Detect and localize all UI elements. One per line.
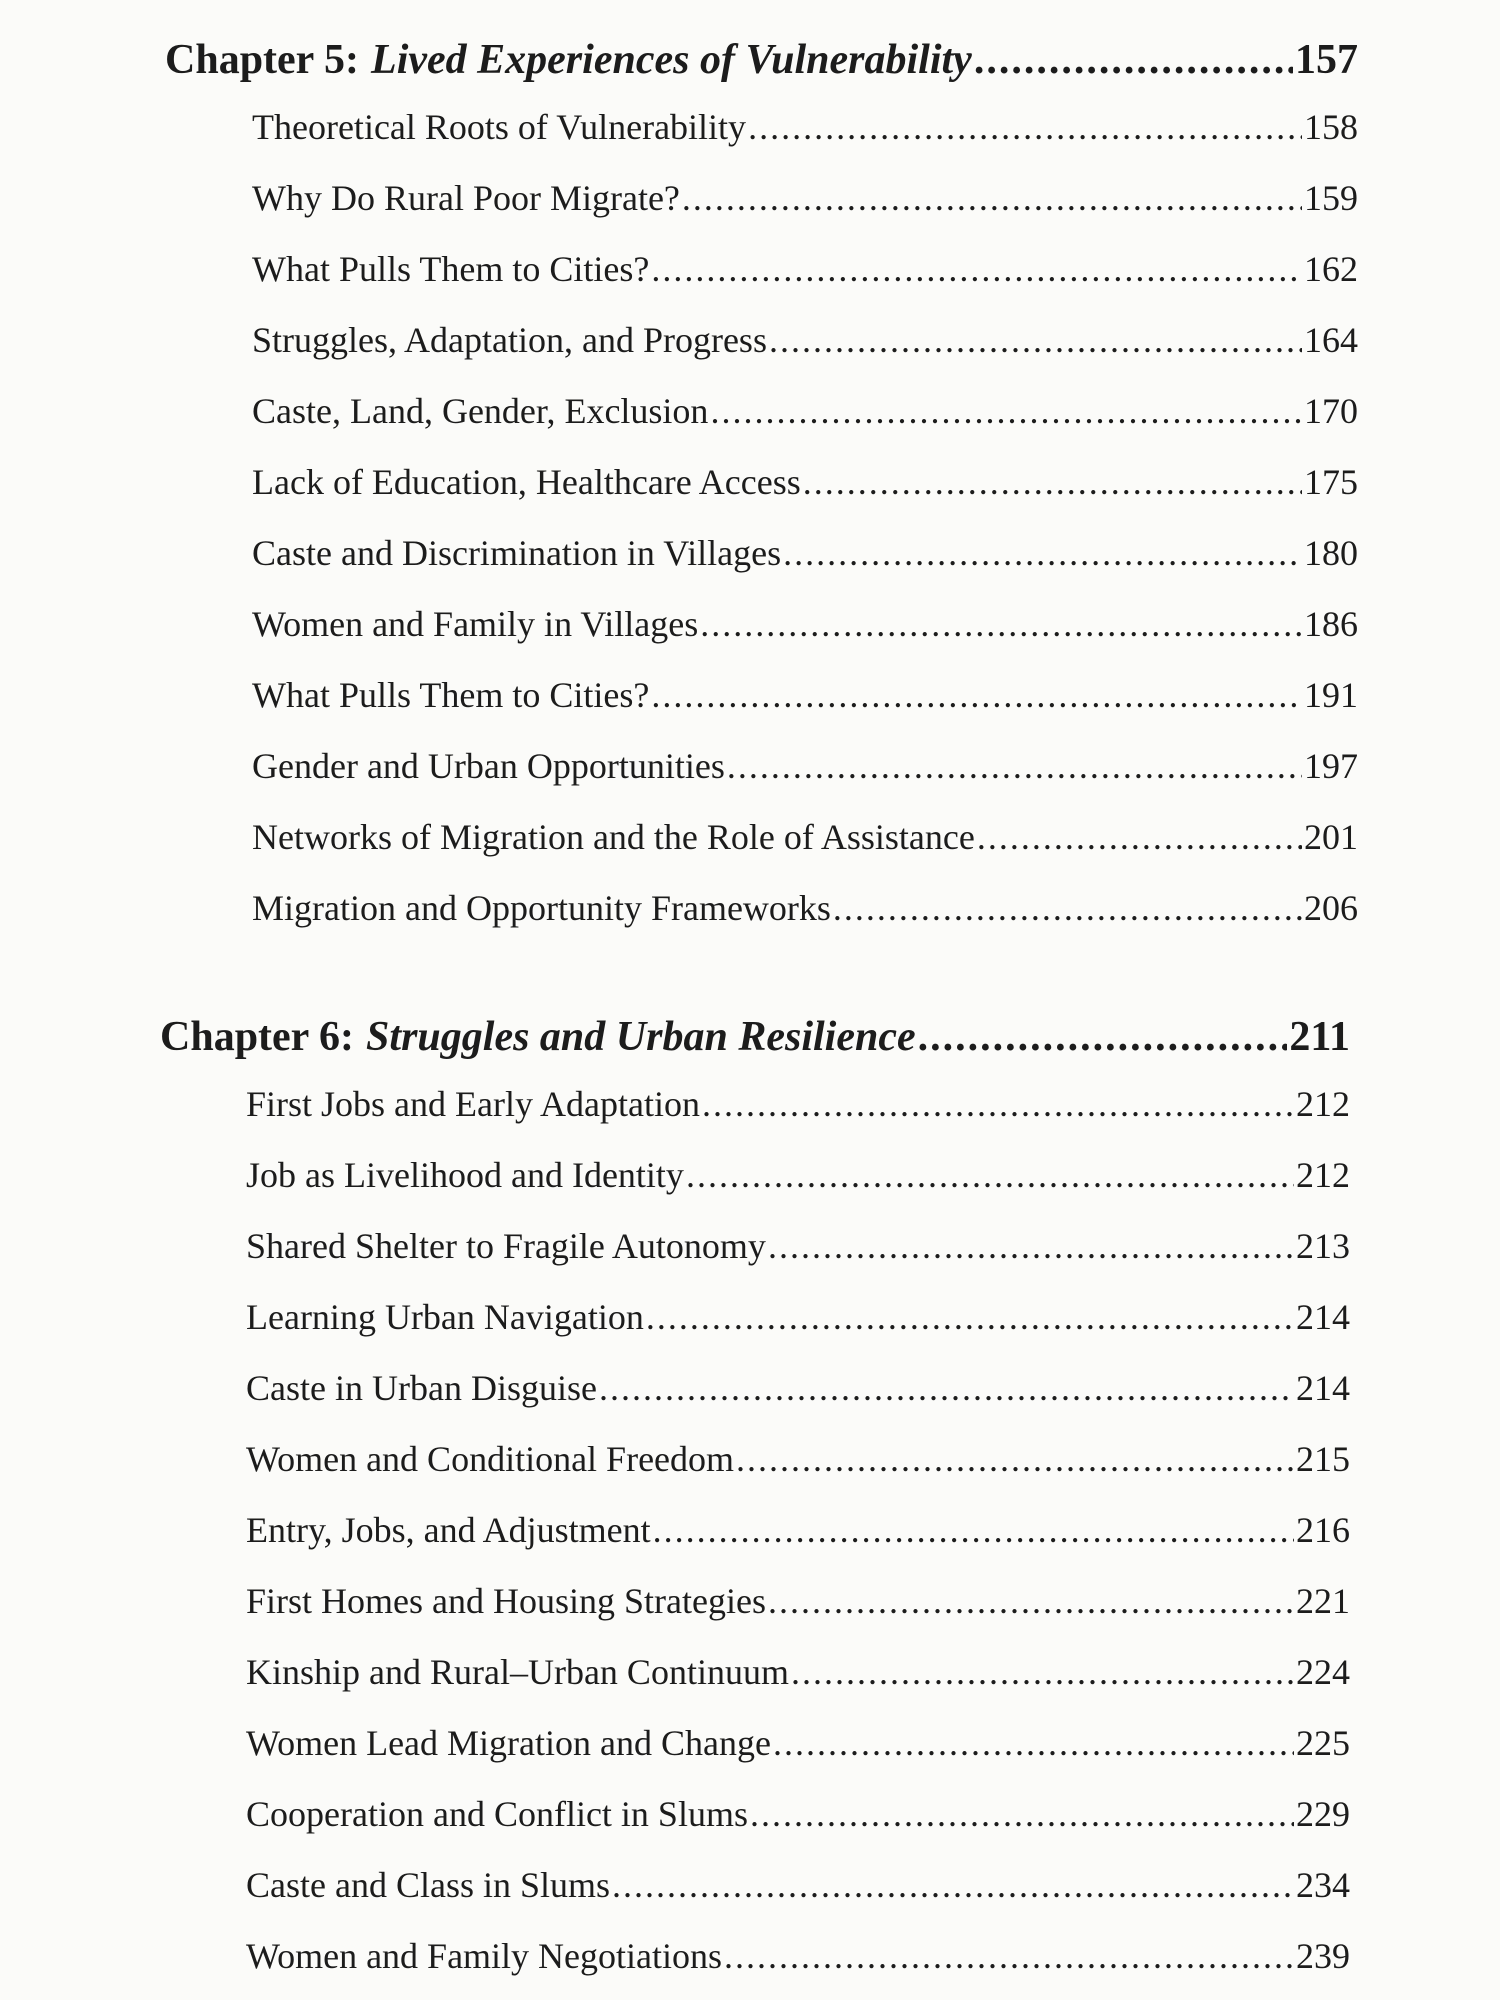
dot-leader bbox=[769, 305, 1302, 376]
entry-page-number: 214 bbox=[1296, 1368, 1350, 1408]
toc-entry bbox=[246, 1779, 1350, 1850]
toc-entry bbox=[252, 589, 1358, 660]
dot-leader bbox=[773, 1708, 1294, 1779]
entry-page-number: 239 bbox=[1296, 1936, 1350, 1976]
entry-page-number: 224 bbox=[1296, 1652, 1350, 1692]
entry-title: First Jobs and Early Adaptation bbox=[246, 1084, 700, 1124]
toc-entry bbox=[246, 1140, 1350, 1211]
dot-leader bbox=[748, 92, 1302, 163]
entry-page-number: 197 bbox=[1304, 746, 1358, 786]
toc-entry bbox=[246, 1921, 1350, 1992]
dot-leader bbox=[803, 447, 1302, 518]
dot-leader bbox=[791, 1637, 1294, 1708]
entry-page-number: 221 bbox=[1296, 1581, 1350, 1621]
entry-title: Theoretical Roots of Vulnerability bbox=[252, 107, 747, 147]
dot-leader bbox=[710, 376, 1302, 447]
toc-entry bbox=[252, 802, 1358, 873]
entry-title: Why Do Rural Poor Migrate? bbox=[252, 178, 680, 218]
toc-entry bbox=[246, 1424, 1350, 1495]
dot-leader bbox=[682, 163, 1302, 234]
entry-page-number: 229 bbox=[1296, 1794, 1350, 1834]
toc-entry bbox=[252, 305, 1358, 376]
dot-leader bbox=[724, 1921, 1294, 1992]
toc-entry bbox=[246, 1211, 1350, 1282]
dot-leader bbox=[702, 1069, 1294, 1140]
toc-entry bbox=[252, 447, 1358, 518]
dot-leader bbox=[651, 660, 1302, 731]
entry-title: Learning Urban Navigation bbox=[246, 1297, 644, 1337]
chapter-label: Chapter 5: bbox=[165, 37, 360, 83]
entry-page-number: 212 bbox=[1296, 1084, 1350, 1124]
dot-leader bbox=[736, 1424, 1294, 1495]
entry-page-number: 158 bbox=[1304, 107, 1358, 147]
dot-leader bbox=[974, 28, 1293, 92]
entry-page-number: 191 bbox=[1304, 675, 1358, 715]
toc-entry bbox=[246, 1282, 1350, 1353]
toc-entry bbox=[252, 92, 1358, 163]
chapter-heading bbox=[165, 28, 1358, 92]
dot-leader bbox=[833, 873, 1302, 944]
entry-title: Job as Livelihood and Identity bbox=[246, 1155, 684, 1195]
entry-title: Networks of Migration and the Role of Assistance bbox=[252, 817, 975, 857]
entry-title: Women and Conditional Freedom bbox=[246, 1439, 735, 1479]
dot-leader bbox=[768, 1211, 1294, 1282]
chapter-title: Struggles and Urban Resilience bbox=[366, 1014, 916, 1060]
dot-leader bbox=[646, 1282, 1294, 1353]
toc-entry bbox=[246, 1850, 1350, 1921]
entry-page-number: 159 bbox=[1304, 178, 1358, 218]
chapter-page-number: 157 bbox=[1295, 37, 1358, 83]
dot-leader bbox=[783, 518, 1302, 589]
entry-title: Gender and Urban Opportunities bbox=[252, 746, 725, 786]
entry-page-number: 162 bbox=[1304, 249, 1358, 289]
toc-entry bbox=[252, 163, 1358, 234]
entry-title: Entry, Jobs, and Adjustment bbox=[246, 1510, 651, 1550]
chapter-5-section bbox=[0, 28, 1500, 944]
dot-leader bbox=[750, 1779, 1294, 1850]
entry-title: Caste, Land, Gender, Exclusion bbox=[252, 391, 709, 431]
entry-title: Women Lead Migration and Change bbox=[246, 1723, 771, 1763]
chapter-heading bbox=[160, 1005, 1350, 1069]
dot-leader bbox=[727, 731, 1302, 802]
entry-page-number: 180 bbox=[1304, 533, 1358, 573]
entry-page-number: 201 bbox=[1304, 817, 1358, 857]
toc-entry bbox=[246, 1566, 1350, 1637]
entry-page-number: 186 bbox=[1304, 604, 1358, 644]
toc-entry bbox=[252, 376, 1358, 447]
entry-page-number: 214 bbox=[1296, 1297, 1350, 1337]
entry-title: What Pulls Them to Cities? bbox=[252, 249, 650, 289]
entry-page-number: 234 bbox=[1296, 1865, 1350, 1905]
entry-title: What Pulls Them to Cities? bbox=[252, 675, 650, 715]
entry-title: Caste and Discrimination in Villages bbox=[252, 533, 782, 573]
entry-title: Women and Family Negotiations bbox=[246, 1936, 723, 1976]
entry-title: Struggles, Adaptation, and Progress bbox=[252, 320, 767, 360]
dot-leader bbox=[651, 234, 1302, 305]
dot-leader bbox=[686, 1140, 1294, 1211]
entry-page-number: 170 bbox=[1304, 391, 1358, 431]
entry-page-number: 225 bbox=[1296, 1723, 1350, 1763]
chapter-6-section bbox=[0, 1005, 1500, 1992]
toc-entry bbox=[246, 1495, 1350, 1566]
toc-entry bbox=[246, 1069, 1350, 1140]
dot-leader bbox=[977, 802, 1302, 873]
section-list bbox=[0, 92, 1500, 944]
entry-page-number: 215 bbox=[1296, 1439, 1350, 1479]
entry-title: Women and Family in Villages bbox=[252, 604, 699, 644]
entry-title: Lack of Education, Healthcare Access bbox=[252, 462, 801, 502]
chapter-title: Lived Experiences of Vulnerability bbox=[371, 37, 972, 83]
dot-leader bbox=[612, 1850, 1294, 1921]
entry-page-number: 216 bbox=[1296, 1510, 1350, 1550]
toc-entry bbox=[252, 873, 1358, 944]
entry-title: Caste in Urban Disguise bbox=[246, 1368, 597, 1408]
entry-page-number: 164 bbox=[1304, 320, 1358, 360]
entry-title: Caste and Class in Slums bbox=[246, 1865, 611, 1905]
dot-leader bbox=[700, 589, 1302, 660]
entry-title: Cooperation and Conflict in Slums bbox=[246, 1794, 748, 1834]
section-list bbox=[0, 1069, 1500, 1992]
chapter-page-number: 211 bbox=[1289, 1014, 1350, 1060]
chapter-label: Chapter 6: bbox=[160, 1014, 355, 1060]
toc-entry bbox=[246, 1637, 1350, 1708]
entry-title: Shared Shelter to Fragile Autonomy bbox=[246, 1226, 766, 1266]
toc-entry bbox=[246, 1353, 1350, 1424]
dot-leader bbox=[599, 1353, 1294, 1424]
entry-page-number: 213 bbox=[1296, 1226, 1350, 1266]
entry-title: Kinship and Rural–Urban Continuum bbox=[246, 1652, 789, 1692]
toc-entry bbox=[252, 731, 1358, 802]
toc-entry bbox=[252, 518, 1358, 589]
entry-page-number: 206 bbox=[1304, 888, 1358, 928]
dot-leader bbox=[653, 1495, 1294, 1566]
toc-entry bbox=[246, 1708, 1350, 1779]
entry-title: First Homes and Housing Strategies bbox=[246, 1581, 766, 1621]
toc-entry bbox=[252, 234, 1358, 305]
entry-page-number: 212 bbox=[1296, 1155, 1350, 1195]
entry-title: Migration and Opportunity Frameworks bbox=[252, 888, 831, 928]
entry-page-number: 175 bbox=[1304, 462, 1358, 502]
toc-entry bbox=[252, 660, 1358, 731]
dot-leader bbox=[918, 1005, 1288, 1069]
dot-leader bbox=[768, 1566, 1294, 1637]
